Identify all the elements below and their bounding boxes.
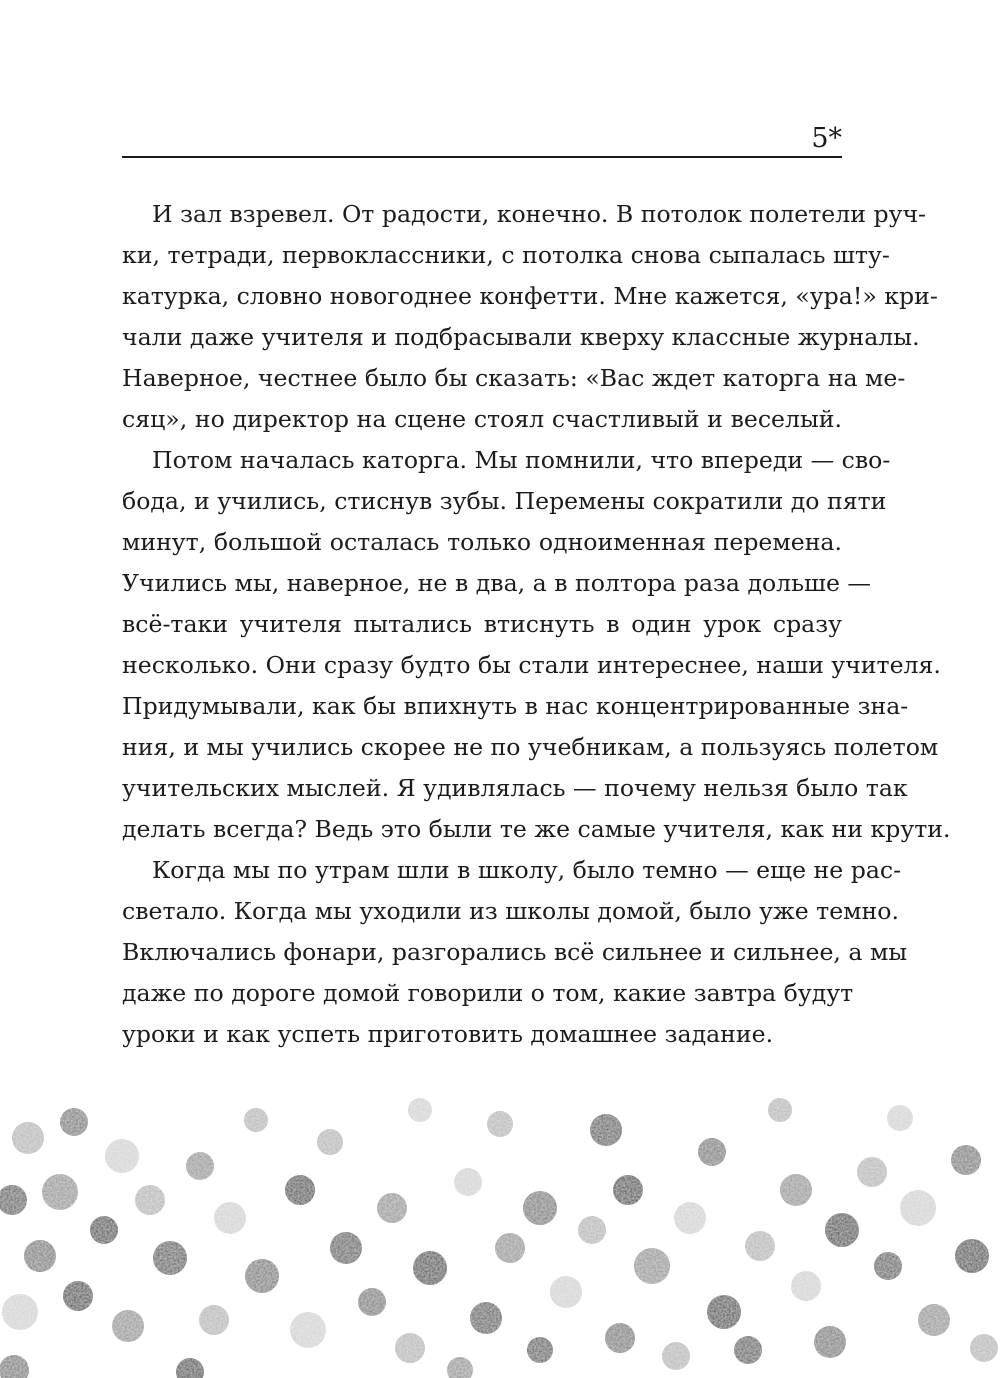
- confetti-dot: [780, 1174, 812, 1206]
- text-line: ния, и мы учились скорее не по учебникам, а пользуясь полетом: [122, 733, 939, 761]
- text-line: Потом началась каторга. Мы помнили, что впереди — сво-: [152, 446, 891, 474]
- confetti-dot: [613, 1175, 643, 1205]
- text-line: светало. Когда мы уходили из школы домой, было уже темно.: [122, 897, 899, 925]
- confetti-dot: [186, 1152, 214, 1180]
- confetti-dot: [918, 1304, 950, 1336]
- text-line: бода, и учились, стиснув зубы. Перемены сократили до пяти: [122, 487, 887, 515]
- text-line: Включались фонари, разгорались всё сильнее и сильнее, а мы: [122, 938, 908, 966]
- confetti-dot: [768, 1098, 792, 1122]
- confetti-dot: [550, 1276, 582, 1308]
- confetti-dot: [135, 1185, 165, 1215]
- confetti-dot: [707, 1295, 741, 1329]
- confetti-dot: [874, 1252, 902, 1280]
- confetti-dot: [523, 1191, 557, 1225]
- text-line: всё-таки учителя пытались втиснуть в один урок сразу: [122, 610, 842, 638]
- text-line: даже по дороге домой говорили о том, какие завтра будут: [122, 979, 854, 1007]
- confetti-dot: [377, 1193, 407, 1223]
- paragraph-1: [122, 194, 938, 440]
- text-line: катурка, словно новогоднее конфетти. Мне кажется, «ура!» кри-: [122, 282, 938, 310]
- text-line: Наверное, честнее было бы сказать: «Вас ждет каторга на ме-: [122, 364, 906, 392]
- confetti-dot: [955, 1239, 989, 1273]
- confetti-dot: [470, 1302, 502, 1334]
- confetti-dot: [245, 1259, 279, 1293]
- confetti-dot: [825, 1213, 859, 1247]
- confetti-dot: [0, 1355, 29, 1378]
- text-line: Когда мы по утрам шли в школу, было темно — еще не рас-: [152, 856, 902, 884]
- confetti-dot: [634, 1248, 670, 1284]
- confetti-dot: [199, 1305, 229, 1335]
- confetti-dot: [662, 1342, 690, 1370]
- confetti-dot: [487, 1111, 513, 1137]
- confetti-dot: [90, 1216, 118, 1244]
- confetti-dot: [495, 1233, 525, 1263]
- confetti-dot: [317, 1129, 343, 1155]
- confetti-dot: [951, 1145, 981, 1175]
- text-line: И зал взревел. От радости, конечно. В потолок полетели руч-: [152, 200, 927, 228]
- confetti-dot: [590, 1114, 622, 1146]
- confetti-dot: [745, 1231, 775, 1261]
- page-number: 5*: [811, 123, 842, 154]
- confetti-dot: [153, 1241, 187, 1275]
- confetti-dot: [0, 1185, 27, 1215]
- paragraph-2: [122, 440, 951, 850]
- confetti-dot: [358, 1288, 386, 1316]
- confetti-dot: [734, 1336, 762, 1364]
- text-line: уроки и как успеть приготовить домашнее задание.: [122, 1020, 774, 1048]
- confetti-dot: [447, 1357, 473, 1378]
- confetti-dot: [413, 1251, 447, 1285]
- confetti-dot: [698, 1138, 726, 1166]
- confetti-dot: [112, 1310, 144, 1342]
- confetti-dot: [814, 1326, 846, 1358]
- text-line: учительских мыслей. Я удивлялась — почему нельзя было так: [122, 774, 908, 802]
- body-text: [122, 194, 951, 1055]
- text-line: ки, тетради, первоклассники, с потолка снова сыпалась шту-: [122, 241, 890, 269]
- confetti-dot: [290, 1312, 326, 1348]
- text-line: Придумывали, как бы впихнуть в нас концентрированные зна-: [122, 692, 909, 720]
- confetti-dot: [605, 1323, 635, 1353]
- text-line: делать всегда? Ведь это были те же самые учителя, как ни крути.: [122, 815, 951, 843]
- confetti-dot: [24, 1240, 56, 1272]
- confetti-dot: [60, 1108, 88, 1136]
- confetti-dot: [244, 1108, 268, 1132]
- confetti-dot: [395, 1333, 425, 1363]
- confetti-dot: [2, 1294, 38, 1330]
- confetti-dot: [105, 1139, 139, 1173]
- page-header: [122, 120, 842, 158]
- text-line: сяц», но директор на сцене стоял счастливый и веселый.: [122, 405, 842, 433]
- text-line: несколько. Они сразу будто бы стали интереснее, наши учителя.: [122, 651, 941, 679]
- confetti-dot: [900, 1190, 936, 1226]
- confetti-dot: [791, 1271, 821, 1301]
- confetti-decoration: [0, 1080, 1000, 1378]
- confetti-dot: [970, 1334, 998, 1362]
- text-line: Учились мы, наверное, не в два, а в полтора раза дольше —: [122, 569, 872, 597]
- confetti-dot: [887, 1105, 913, 1131]
- confetti-dot: [12, 1122, 44, 1154]
- confetti-dot: [578, 1216, 606, 1244]
- confetti-dot: [176, 1358, 204, 1378]
- text-line: чали даже учителя и подбрасывали кверху классные журналы.: [122, 323, 920, 351]
- confetti-dot: [408, 1098, 432, 1122]
- confetti-dot: [285, 1175, 315, 1205]
- confetti-dot: [214, 1202, 246, 1234]
- paragraph-3: [122, 850, 908, 1055]
- confetti-dot: [63, 1281, 93, 1311]
- confetti-dot: [527, 1337, 553, 1363]
- text-line: минут, большой осталась только одноименная перемена.: [122, 528, 842, 556]
- confetti-dot: [674, 1202, 706, 1234]
- confetti-dot: [42, 1174, 78, 1210]
- confetti-dot: [330, 1232, 362, 1264]
- confetti-dot: [454, 1168, 482, 1196]
- confetti-dot: [857, 1157, 887, 1187]
